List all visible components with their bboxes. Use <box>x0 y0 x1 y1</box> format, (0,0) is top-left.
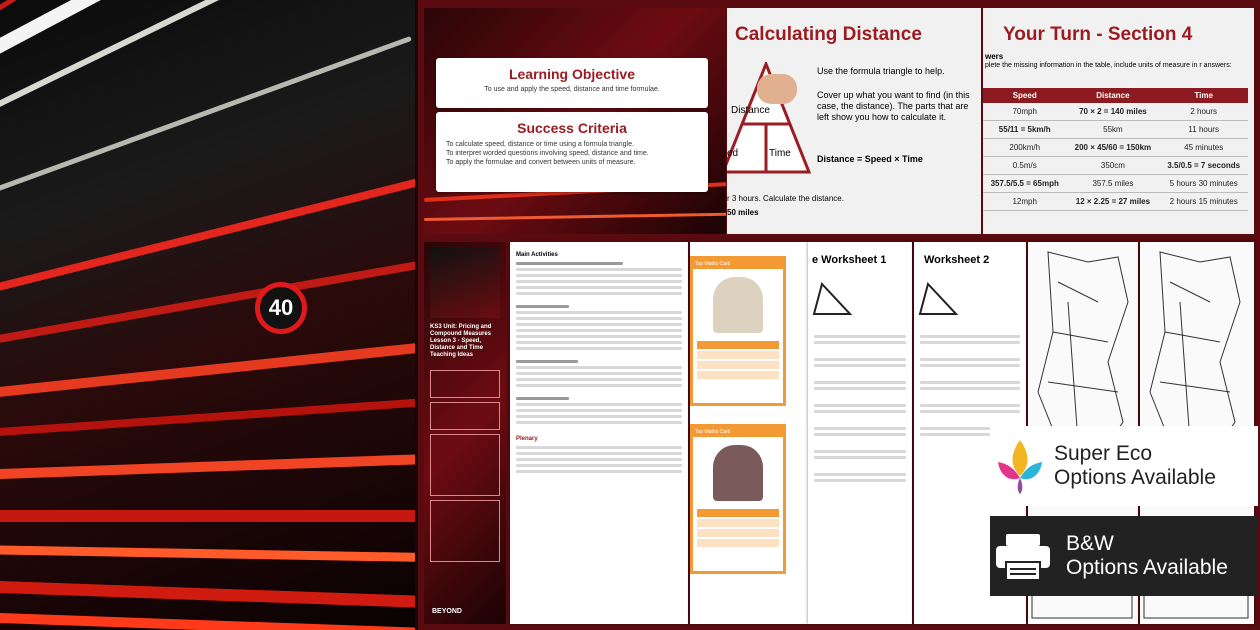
bw-line1: B&W <box>1066 532 1114 555</box>
speed-limit-sign <box>255 282 307 334</box>
maths-card-top <box>690 256 786 406</box>
table-header: Speed <box>983 88 1066 103</box>
slide3-sub1: wers <box>985 52 1004 61</box>
speed-table <box>983 88 1248 211</box>
table-cell: 12mph <box>983 193 1066 211</box>
slide-your-turn <box>983 8 1254 234</box>
table-cell: 357.5/5.5 = 65mph <box>983 175 1066 193</box>
table-cell: 0.5m/s <box>983 157 1066 175</box>
slide2-title: Calculating Distance <box>735 24 922 45</box>
table-cell: 70mph <box>983 103 1066 121</box>
triangle-icon <box>918 282 958 316</box>
table-cell: 55/11 = 5km/h <box>983 121 1066 139</box>
bw-badge <box>990 516 1258 596</box>
table-header: Time <box>1159 88 1248 103</box>
table-row <box>983 175 1248 193</box>
cover-photo <box>430 248 500 318</box>
portrait-image <box>713 445 763 501</box>
speed-limit-value: 40 <box>268 295 294 320</box>
criteria-card <box>436 112 708 192</box>
eco-leaf-icon <box>992 436 1048 496</box>
slide3-title: Your Turn - Section 4 <box>1003 24 1193 45</box>
lesson-plan-page <box>510 242 688 624</box>
objective-text: To use and apply the speed, distance and time formulae. <box>484 86 660 93</box>
worksheet-1-page <box>808 242 912 624</box>
table-header: Distance <box>1066 88 1159 103</box>
maths-card-title: Top Maths Card <box>693 259 783 269</box>
table-cell: 5 hours 30 minutes <box>1159 175 1248 193</box>
table-cell: 11 hours <box>1159 121 1248 139</box>
triangle-label-time: Time <box>769 148 791 159</box>
table-row <box>983 103 1248 121</box>
maths-card-title: Top Maths Card <box>693 427 783 437</box>
plan-heading-plenary: Plenary <box>516 436 538 442</box>
objective-card <box>436 58 708 108</box>
criteria-item-2: To interpret worded questions involving speed, distance and time. <box>446 150 649 157</box>
eco-line2: Options Available <box>1054 466 1216 489</box>
table-cell: 200km/h <box>983 139 1066 157</box>
portrait-image <box>713 277 763 333</box>
criteria-item-3: To apply the formulae and convert between units of measure. <box>446 159 636 166</box>
table-cell: 200 × 45/60 = 150km <box>1066 139 1159 157</box>
eco-line1: Super Eco <box>1054 442 1153 465</box>
worksheet-1-title: e Worksheet 1 <box>812 254 887 266</box>
table-cell: 45 minutes <box>1159 139 1248 157</box>
slide2-formula: Distance = Speed × Time <box>817 154 923 164</box>
cover-title: KS3 Unit: Pricing and Compound Measures Lesson 3 - Speed, Distance and Time Teaching Ideas <box>430 324 492 358</box>
slide2-instruction: Use the formula triangle to help. <box>817 66 945 76</box>
maths-card-bottom <box>690 424 786 574</box>
triangle-label-speed: ed <box>727 148 739 159</box>
table-row <box>983 139 1248 157</box>
table-cell: 2 hours 15 minutes <box>1159 193 1248 211</box>
table-row <box>983 193 1248 211</box>
slide3-sub2: plete the missing information in the table, include units of measure in r answers: <box>985 62 1232 69</box>
slide2-explanation: Cover up what you want to find (in this case, the distance). The parts that are left show you how to calculate it. <box>817 90 970 122</box>
cover-brand: BEYOND <box>432 608 462 615</box>
objective-title: Learning Objective <box>508 66 636 82</box>
table-cell: 357.5 miles <box>1066 175 1159 193</box>
table-cell: 70 × 2 = 140 miles <box>1066 103 1159 121</box>
triangle-label-distance: Distance <box>731 105 770 116</box>
table-cell: 350cm <box>1066 157 1159 175</box>
table-row <box>983 157 1248 175</box>
finger-image <box>757 74 797 104</box>
highway-photo <box>0 0 415 630</box>
table-row <box>983 121 1248 139</box>
triangle-icon <box>812 282 852 316</box>
slide2-answer: 50 miles <box>727 208 759 217</box>
plan-heading-main: Main Activities <box>516 252 558 258</box>
criteria-title: Success Criteria <box>517 120 627 136</box>
maths-cards-page <box>690 242 808 624</box>
super-eco-badge <box>990 426 1258 506</box>
table-cell: 55km <box>1066 121 1159 139</box>
slide-learning-objective <box>424 8 726 234</box>
slide-calculating-distance <box>727 8 981 234</box>
table-cell: 3.5/0.5 = 7 seconds <box>1159 157 1248 175</box>
worksheet-2-title: Worksheet 2 <box>924 254 990 266</box>
table-cell: 12 × 2.25 = 27 miles <box>1066 193 1159 211</box>
printer-icon <box>992 528 1054 584</box>
teaching-ideas-cover <box>424 242 506 624</box>
table-cell: 2 hours <box>1159 103 1248 121</box>
bw-line2: Options Available <box>1066 556 1228 579</box>
slide2-question: r 3 hours. Calculate the distance. <box>727 194 844 203</box>
criteria-item-1: To calculate speed, distance or time using a formula triangle. <box>446 141 634 148</box>
